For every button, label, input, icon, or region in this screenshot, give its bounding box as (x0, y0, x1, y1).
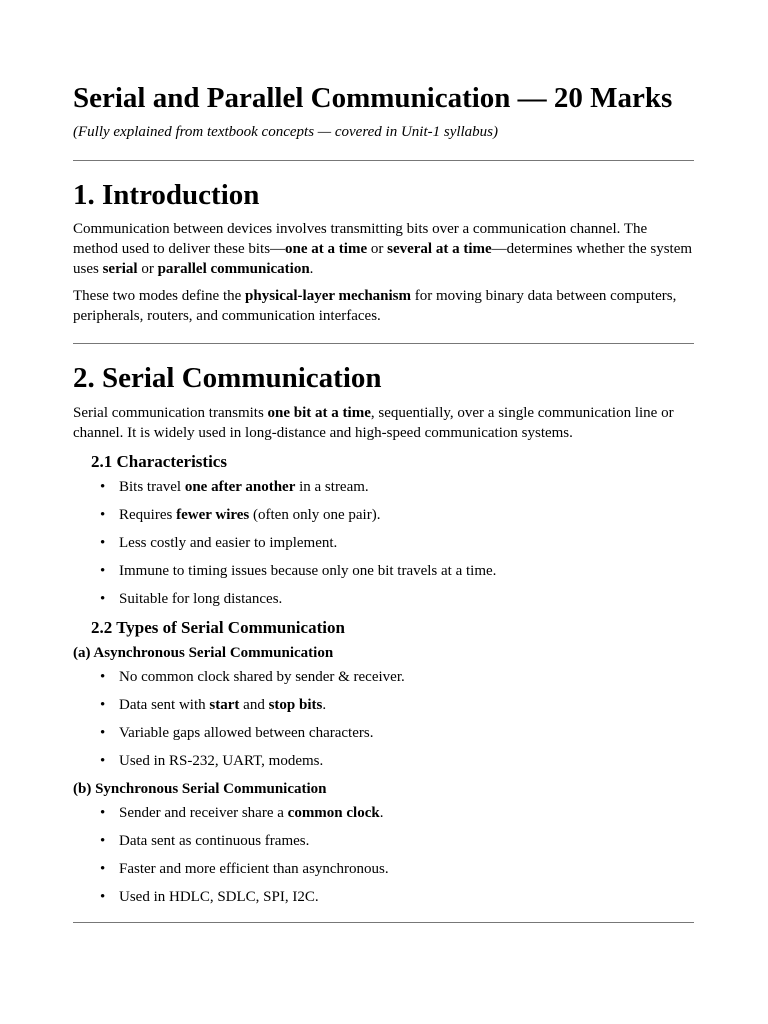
bullet-icon: • (100, 507, 106, 523)
section-heading-serial-communication: 2. Serial Communication (73, 362, 382, 394)
bullet-icon: • (100, 563, 106, 579)
type-heading-asynchronous: (a) Asynchronous Serial Communication (73, 645, 334, 661)
page-subtitle: (Fully explained from textbook concepts — covered in Unit-1 syllabus) (73, 124, 499, 140)
list-item: • Immune to timing issues because only one bit travels at a time. (100, 563, 497, 579)
asynchronous-list (73, 667, 694, 771)
divider (73, 922, 694, 923)
subsection-heading-types: 2.2 Types of Serial Communication (91, 618, 345, 637)
divider (73, 343, 694, 344)
bullet-icon: • (100, 479, 106, 495)
list-item: • Sender and receiver share a common clock. (100, 805, 384, 821)
bullet-icon: • (100, 889, 106, 905)
serial-paragraph-1: Serial communication transmits one bit at a time, sequentially, over a single communication line or channel. It is widely used in long-distance and high-speed communication systems. (73, 405, 674, 441)
list-item: • Data sent with start and stop bits. (100, 697, 327, 713)
divider (73, 160, 694, 161)
type-heading-synchronous: (b) Synchronous Serial Communication (73, 781, 327, 797)
bullet-icon: • (100, 725, 106, 741)
list-item: • Used in HDLC, SDLC, SPI, I2C. (100, 889, 319, 905)
list-item: • Data sent as continuous frames. (100, 833, 310, 849)
page-title: Serial and Parallel Communication — 20 Marks (73, 82, 673, 114)
bullet-icon: • (100, 833, 106, 849)
bullet-icon: • (100, 669, 106, 685)
list-item: • Faster and more efficient than asynchronous. (100, 861, 389, 877)
bullet-icon: • (100, 697, 106, 713)
list-item: • Variable gaps allowed between characters. (100, 725, 374, 741)
list-item: • Bits travel one after another in a stream. (100, 479, 369, 495)
bullet-icon: • (100, 861, 106, 877)
bullet-icon: • (100, 535, 106, 551)
list-item: • Used in RS-232, UART, modems. (100, 753, 324, 769)
subsection-heading-characteristics: 2.1 Characteristics (91, 452, 227, 471)
intro-paragraph-2: These two modes define the physical-layer mechanism for moving binary data between computers, peripherals, routers, and communication interfaces. (73, 288, 677, 324)
list-item: • Less costly and easier to implement. (100, 535, 338, 551)
intro-paragraph-1: Communication between devices involves transmitting bits over a communication channel. The method used to deliver these bits—one at a time or several at a time—determines whether the system uses serial or parallel communication. (73, 221, 693, 277)
synchronous-list (73, 803, 694, 907)
bullet-icon: • (100, 753, 106, 769)
list-item: • Requires fewer wires (often only one pair). (100, 507, 381, 523)
list-item: • Suitable for long distances. (100, 591, 283, 607)
section-heading-introduction: 1. Introduction (73, 179, 260, 211)
bullet-icon: • (100, 591, 106, 607)
bullet-icon: • (100, 805, 106, 821)
list-item: • No common clock shared by sender & receiver. (100, 669, 405, 685)
characteristics-list (73, 477, 694, 609)
